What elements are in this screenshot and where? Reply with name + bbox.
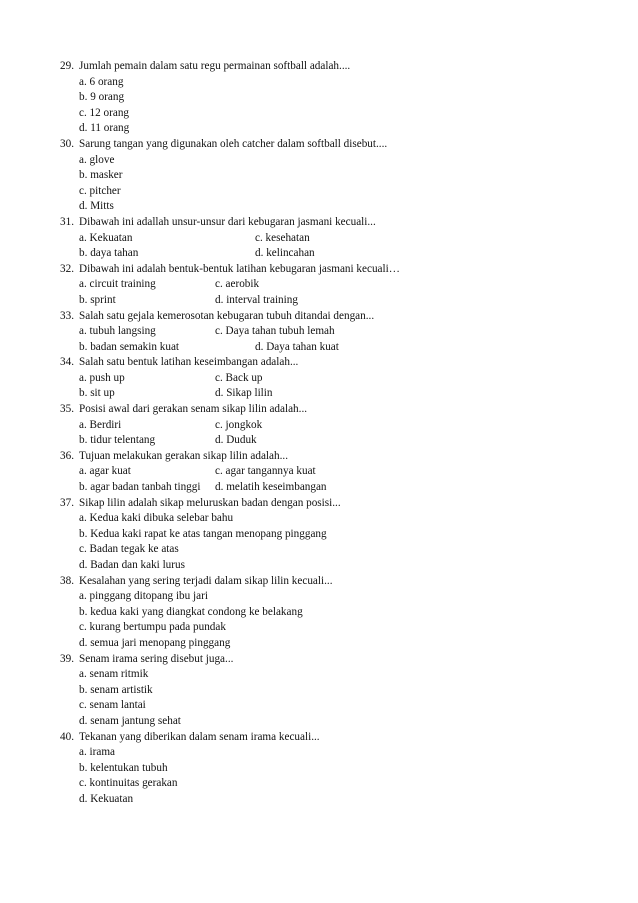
option-pair	[60, 277, 480, 293]
question-34	[60, 355, 480, 371]
question-text: Kesalahan yang sering terjadi dalam sikap lilin kecuali...	[79, 574, 333, 587]
option-right: c. Back up	[215, 371, 263, 384]
option-pair	[60, 386, 480, 402]
question-33	[60, 309, 480, 325]
question-number: 34.	[60, 356, 74, 369]
option-right: d. interval training	[215, 293, 298, 306]
option: d. semua jari menopang pinggang	[79, 636, 231, 649]
option-right: d. Sikap lilin	[215, 387, 273, 400]
option-right: c. kesehatan	[255, 231, 310, 244]
question-number: 30.	[60, 137, 74, 150]
option: b. senam artistik	[79, 683, 153, 696]
question-text: Tekanan yang diberikan dalam senam irama kecuali...	[79, 730, 320, 743]
option: a. pinggang ditopang ibu jari	[79, 590, 208, 603]
option: a. 6 orang	[79, 75, 124, 88]
option: c. Badan tegak ke atas	[79, 543, 179, 556]
option-left: a. tubuh langsing	[79, 325, 156, 338]
option: b. kelentukan tubuh	[79, 761, 168, 774]
question-number: 29.	[60, 60, 74, 72]
option-pair	[60, 324, 480, 340]
question-number: 32.	[60, 262, 74, 275]
question-37	[60, 496, 480, 512]
option-pair	[60, 246, 480, 262]
question-text: Dibawah ini adalah bentuk-bentuk latihan kebugaran jasmani kecuali…	[79, 262, 400, 275]
option-right: d. melatih keseimbangan	[215, 481, 327, 494]
option-pair	[60, 231, 480, 247]
option: d. Kekuatan	[79, 792, 134, 805]
question-text: Posisi awal dari gerakan senam sikap lilin adalah...	[79, 403, 308, 416]
question-text: Salah satu gejala kemerosotan kebugaran tubuh ditandai dengan...	[79, 309, 375, 322]
option: c. kontinuitas gerakan	[79, 777, 178, 790]
question-35	[60, 402, 480, 418]
option-left: a. Kekuatan	[79, 231, 133, 244]
option-right: c. aerobik	[215, 278, 260, 291]
question-list	[60, 59, 480, 808]
option: b. 9 orang	[79, 91, 125, 104]
question-39	[60, 652, 480, 668]
option: d. Mitts	[79, 200, 114, 213]
option-left: a. agar kuat	[79, 465, 131, 478]
question-text: Sikap lilin adalah sikap meluruskan badan dengan posisi...	[79, 496, 341, 509]
question-text: Jumlah pemain dalam satu regu permainan softball adalah....	[79, 60, 351, 72]
option-left: b. daya tahan	[79, 247, 139, 260]
question-text: Salah satu bentuk latihan keseimbangan adalah...	[79, 356, 299, 369]
option-left: b. sprint	[79, 293, 116, 306]
question-number: 39.	[60, 652, 74, 665]
option: c. pitcher	[79, 184, 121, 197]
option-pair	[60, 293, 480, 309]
option-left: b. tidur telentang	[79, 434, 156, 447]
option-pair	[60, 433, 480, 449]
option: b. masker	[79, 169, 123, 182]
question-number: 38.	[60, 574, 74, 587]
option-left: a. Berdiri	[79, 418, 122, 431]
question-number: 37.	[60, 496, 74, 509]
option: d. Badan dan kaki lurus	[79, 559, 185, 571]
question-number: 36.	[60, 449, 74, 462]
question-number: 40.	[60, 730, 74, 743]
option: c. 12 orang	[79, 106, 130, 119]
question-number: 31.	[60, 215, 74, 228]
option-right: d. Daya tahan kuat	[255, 340, 339, 353]
question-text: Dibawah ini adallah unsur-unsur dari kebugaran jasmani kecuali...	[79, 215, 376, 228]
option: b. kedua kaki yang diangkat condong ke belakang	[79, 605, 303, 618]
question-text: Senam irama sering disebut juga...	[79, 652, 234, 665]
option: a. irama	[79, 746, 116, 759]
option: a. glove	[79, 153, 115, 166]
option-right: c. jongkok	[215, 418, 263, 431]
question-text: Sarung tangan yang digunakan oleh catcher dalam softball disebut....	[79, 137, 388, 150]
option-right: d. Duduk	[215, 434, 257, 447]
option-right: c. Daya tahan tubuh lemah	[215, 325, 335, 338]
option-pair	[60, 418, 480, 434]
option-left: b. sit up	[79, 387, 115, 400]
option-right: c. agar tangannya kuat	[215, 465, 316, 478]
option: d. senam jantung sehat	[79, 714, 181, 727]
option: b. Kedua kaki rapat ke atas tangan menopang pinggang	[79, 527, 327, 540]
question-number: 33.	[60, 309, 74, 322]
option: c. senam lantai	[79, 699, 146, 712]
option-pair	[60, 464, 480, 480]
question-32	[60, 262, 480, 278]
option-right: d. kelincahan	[255, 247, 315, 260]
option-left: b. badan semakin kuat	[79, 340, 180, 353]
question-number: 35.	[60, 403, 74, 416]
option-left: a. circuit training	[79, 278, 156, 291]
option: c. kurang bertumpu pada pundak	[79, 621, 226, 634]
option: a. Kedua kaki dibuka selebar bahu	[79, 512, 234, 525]
option-pair	[60, 340, 480, 356]
question-40	[60, 730, 480, 746]
option-left: a. push up	[79, 371, 125, 384]
option-left: b. agar badan tanbah tinggi	[79, 481, 201, 494]
question-text: Tujuan melakukan gerakan sikap lilin adalah...	[79, 449, 288, 462]
question-30	[60, 137, 480, 153]
option: d. 11 orang	[79, 122, 130, 135]
option-pair	[60, 371, 480, 387]
question-31	[60, 215, 480, 231]
question-38	[60, 574, 480, 590]
option: a. senam ritmik	[79, 668, 149, 681]
question-29	[60, 59, 480, 75]
question-36	[60, 449, 480, 465]
option-pair	[60, 480, 480, 496]
